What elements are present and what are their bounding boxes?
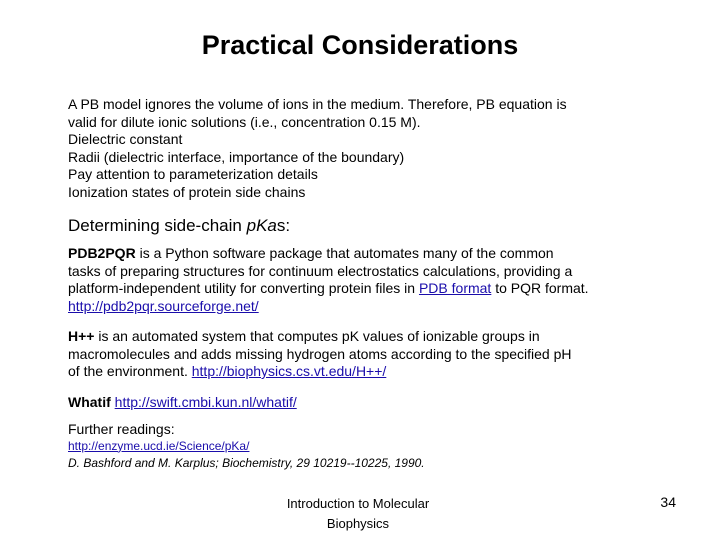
heading-text: Determining side-chain: [68, 216, 247, 235]
pdb2pqr-url-link[interactable]: http://pdb2pqr.sourceforge.net/: [68, 297, 259, 314]
hpp-text: macromolecules and adds missing hydrogen atoms according to the specified pH: [68, 345, 572, 362]
intro-line: Pay attention to parameterization details: [68, 166, 318, 182]
pdb2pqr-name: PDB2PQR: [68, 245, 136, 261]
page-title: Practical Considerations: [201, 30, 519, 60]
pdb2pqr-paragraph: [68, 245, 688, 315]
intro-line: Radii (dielectric interface, importance of the boundary): [68, 148, 405, 165]
footer-line: Biophysics: [326, 516, 390, 531]
heading-italic: a: [267, 216, 277, 235]
whatif-name: Whatif: [68, 394, 111, 410]
heading-italic: p: [246, 216, 257, 235]
hpp-text: is an automated system that computes pK values of ionizable groups in: [94, 328, 540, 344]
intro-line: Dielectric constant: [68, 131, 183, 147]
citation: D. Bashford and M. Karplus; Biochemistry, 29 10219--10225, 1990.: [68, 455, 425, 470]
whatif-paragraph: [68, 394, 688, 412]
hpp-paragraph: [68, 328, 688, 381]
footer: [256, 494, 460, 534]
pdb2pqr-text: tasks of preparing structures for continuum electrostatics calculations, providing a: [68, 262, 573, 279]
hpp-text: of the environment.: [68, 363, 192, 379]
pdb2pqr-text: platform-independent utility for converting protein files in: [68, 280, 419, 296]
hpp-url-link[interactable]: http://biophysics.cs.vt.edu/H++/: [191, 363, 387, 379]
page-number: 34: [660, 494, 676, 510]
whatif-url-link[interactable]: http://swift.cmbi.kun.nl/whatif/: [114, 394, 297, 410]
further-readings: [68, 421, 688, 471]
pdb2pqr-text: to PQR format.: [491, 280, 589, 296]
intro-line: A PB model ignores the volume of ions in the medium. Therefore, PB equation is: [68, 96, 567, 112]
intro-paragraph: [68, 96, 688, 201]
footer-line: Introduction to Molecular: [286, 496, 430, 511]
intro-line: valid for dilute ionic solutions (i.e., concentration 0.15 M).: [68, 113, 421, 130]
heading-text: s:: [276, 216, 291, 235]
pdb-format-link[interactable]: PDB format: [418, 280, 492, 296]
pdb2pqr-text: is a Python software package that automates many of the common: [135, 245, 554, 261]
intro-line: Ionization states of protein side chains: [68, 183, 306, 200]
further-heading: Further readings:: [68, 421, 175, 437]
hpp-name: H++: [68, 328, 95, 344]
section-heading: [68, 216, 290, 236]
pka-url-link[interactable]: http://enzyme.ucd.ie/Science/pKa/: [68, 438, 250, 453]
heading-italic: K: [256, 216, 268, 235]
